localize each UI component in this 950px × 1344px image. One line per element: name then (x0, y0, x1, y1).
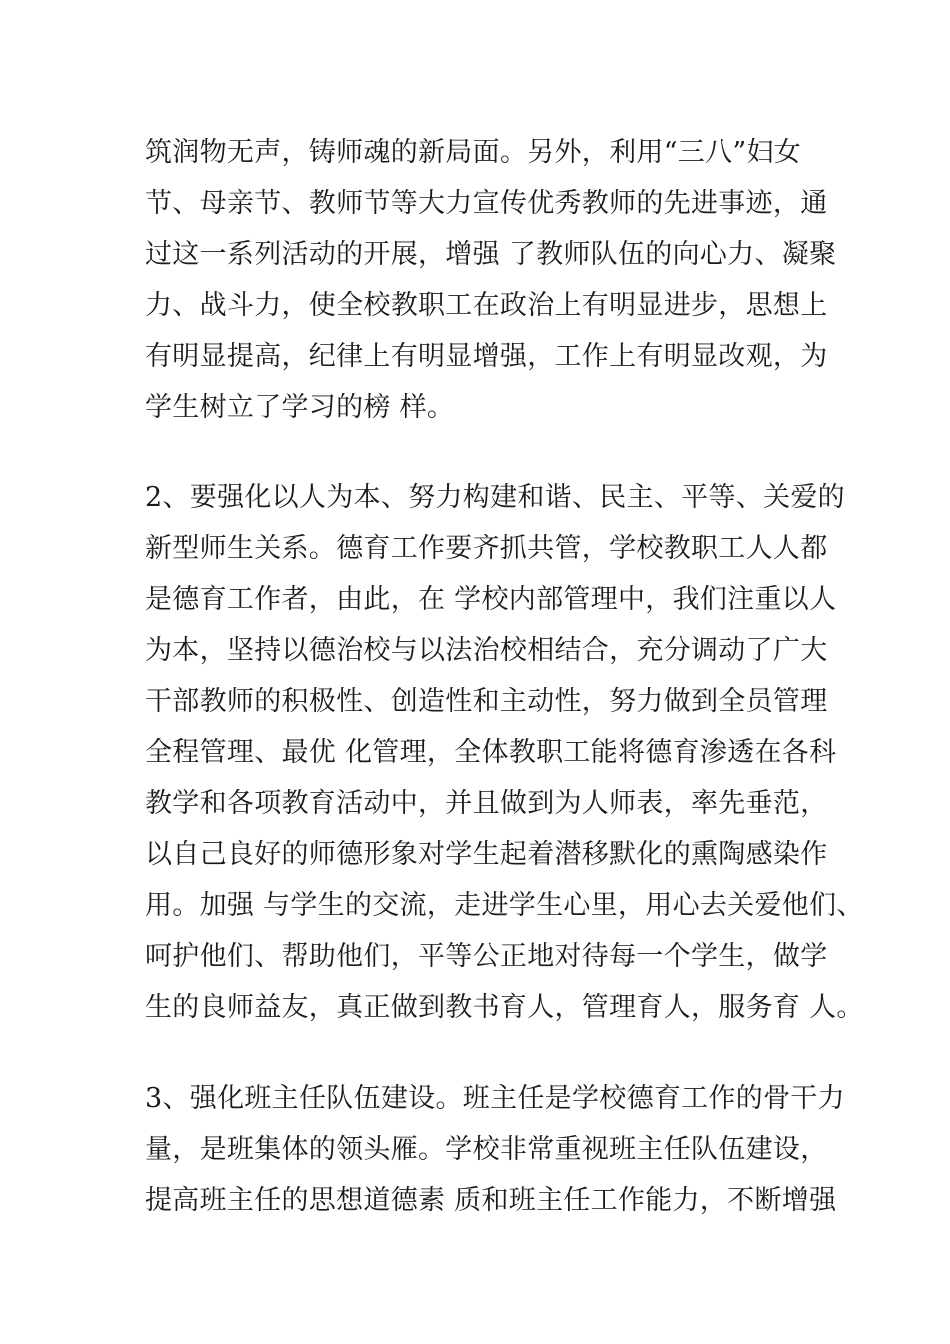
text-line: 节、母亲节、教师节等大力宣传优秀教师的先进事迹，通 (145, 188, 828, 219)
text-line: 有明显提高，纪律上有明显增强，工作上有明显改观，为 (145, 341, 828, 372)
text-line: 2、要强化以人为本、努力构建和谐、民主、平等、关爱的 (145, 482, 845, 513)
text-line: 以自己良好的师德形象对学生起着潜移默化的熏陶感染作 (145, 839, 828, 870)
text-line: 3、强化班主任队伍建设。班主任是学校德育工作的骨干力 (145, 1083, 845, 1114)
text-line: 全程管理、最优 化管理，全体教职工能将德育渗透在各科 (145, 737, 837, 768)
text-line: 生的良师益友，真正做到教书育人，管理育人，服务育 人。 (145, 992, 864, 1023)
text-line: 筑润物无声，铸师魂的新局面。另外，利用“三八”妇女 (145, 137, 802, 168)
paragraph-2 (145, 472, 864, 1033)
text-line: 干部教师的积极性、创造性和主动性，努力做到全员管理 (145, 686, 828, 717)
text-line: 力、战斗力，使全校教职工在政治上有明显进步，思想上 (145, 290, 828, 321)
text-line: 呵护他们、帮助他们，平等公正地对待每一个学生，做学 (145, 941, 828, 972)
text-line: 量，是班集体的领头雁。学校非常重视班主任队伍建设， (145, 1134, 828, 1165)
text-line: 教学和各项教育活动中，并且做到为人师表，率先垂范， (145, 788, 828, 819)
text-line: 新型师生关系。德育工作要齐抓共管，学校教职工人人都 (145, 533, 828, 564)
text-line: 过这一系列活动的开展，增强 了教师队伍的向心力、凝聚 (145, 239, 837, 270)
text-line: 用。加强 与学生的交流，走进学生心里，用心去关爱他们、 (145, 890, 864, 921)
paragraph-3 (145, 1073, 845, 1226)
text-line: 是德育工作者，由此，在 学校内部管理中，我们注重以人 (145, 584, 837, 615)
text-line: 提高班主任的思想道德素 质和班主任工作能力，不断增强 (145, 1185, 837, 1216)
text-line: 学生树立了学习的榜 样。 (145, 392, 455, 423)
text-line: 为本，坚持以德治校与以法治校相结合，充分调动了广大 (145, 635, 828, 666)
paragraph-1 (145, 127, 835, 433)
